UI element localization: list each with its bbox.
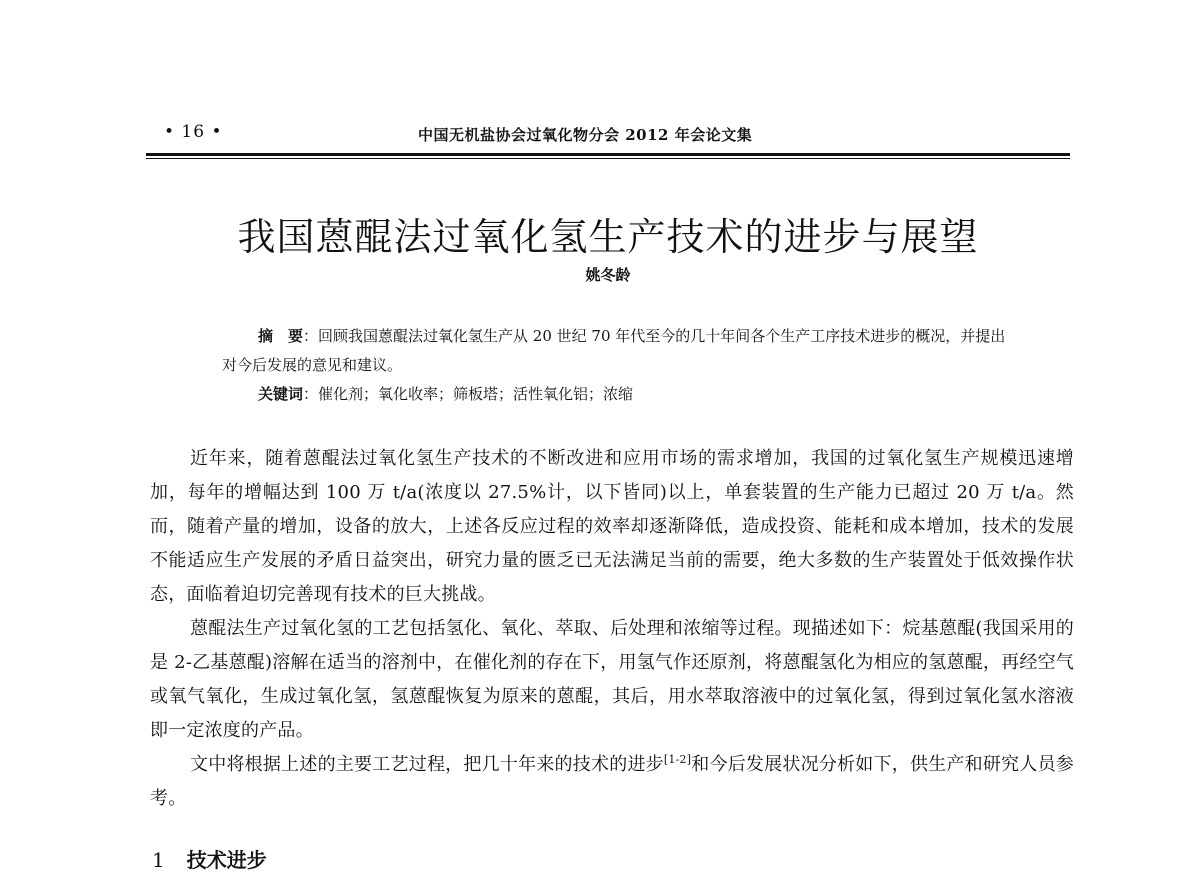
- body-text: [150, 442, 1074, 816]
- paragraph-3-text-a: 文中将根据上述的主要工艺过程，把几十年来的技术的进步: [190, 754, 664, 775]
- abstract-text: ：回顾我国蒽醌法过氧化氢生产从 20 世纪 70 年代至今的几十年间各个生产工序技术进步的概况，并提出对今后发展的意见和建议。: [222, 327, 1006, 374]
- paragraph-1: 近年来，随着蒽醌法过氧化氢生产技术的不断改进和应用市场的需求增加，我国的过氧化氢生产规模迅速增加，每年的增幅达到 100 万 t/a(浓度以 27.5%计，以下皆同)以上，单套装置的生产能力已超过 20 万 t/a。然而，随着产量的增加，设备的放大，上述各反应过程的效率却逐渐降低，造成投资、能耗和成本增加，技术的发展不能适应生产发展的矛盾日益突出，研究力量的匮乏已无法满足当前的需要，绝大多数的生产装置处于低效操作状态，面临着迫切完善现有技术的巨大挑战。: [150, 448, 1074, 605]
- citation-ref[interactable]: [1-2]: [663, 753, 692, 766]
- header-rule-thin: [146, 158, 1070, 159]
- journal-title: 中国无机盐协会过氧化物分会 2012 年会论文集: [418, 126, 753, 144]
- header-rule-thick: [146, 153, 1070, 156]
- paragraph-3-text-b: 和今后发展状况分析如下，供生产和研究人员参考。: [150, 754, 1074, 809]
- section-title: 技术进步: [186, 848, 267, 872]
- running-header: [146, 122, 1070, 150]
- abstract-label: 摘 要: [258, 327, 304, 345]
- abstract: [222, 322, 1012, 380]
- article-author: 姚冬龄: [585, 266, 631, 284]
- paragraph-3: [150, 748, 1074, 816]
- keywords-label: 关键词: [258, 385, 304, 403]
- paragraph-2: 蒽醌法生产过氧化氢的工艺包括氢化、氧化、萃取、后处理和浓缩等过程。现描述如下：烷基蒽醌(我国采用的是 2-乙基蒽醌)溶解在适当的溶剂中，在催化剂的存在下，用氢气作还原剂，将蒽醌氢化为相应的氢蒽醌，再经空气或氧气氧化，生成过氧化氢，氢蒽醌恢复为原来的蒽醌，其后，用水萃取溶液中的过氧化氢，得到过氧化氢水溶液即一定浓度的产品。: [150, 618, 1074, 741]
- keywords-text: ：催化剂；氧化收率；筛板塔；活性氧化铝；浓缩: [303, 385, 634, 403]
- page-number: • 16 •: [164, 122, 223, 142]
- section-number: 1: [152, 848, 165, 872]
- article-title: 我国蒽醌法过氧化氢生产技术的进步与展望: [237, 215, 979, 259]
- section-heading: [152, 844, 267, 873]
- keywords: [258, 380, 1018, 409]
